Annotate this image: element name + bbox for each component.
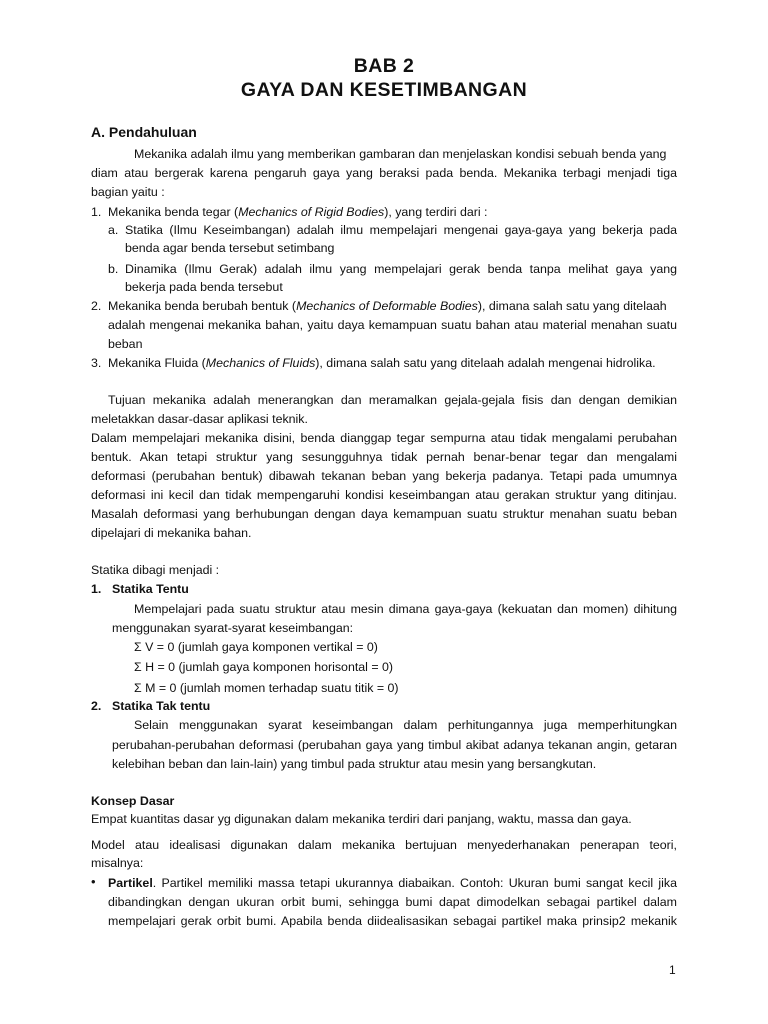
equation-sum-m: Σ M = 0 (jumlah momen terhadap suatu titik = 0) <box>134 681 399 695</box>
paragraph-dalam-line: deformasi ini kecil dan tidak mempengaruhi kondisi keseimbangan atau gerakan struktur yang ditinjau. <box>91 488 677 502</box>
statika-tak-tentu-text-cont: perubahan-perubahan deformasi (perubahan gaya yang timbul akibat adanya tekanan angin, getaran <box>112 738 677 752</box>
konsep-dasar-line: Empat kuantitas dasar yg digunakan dalam mekanika terdiri dari panjang, waktu, massa dan gaya. <box>91 812 632 826</box>
equation-sum-v: Σ V = 0 (jumlah gaya komponen vertikal = 0) <box>134 640 378 654</box>
list-number: 2. <box>91 299 102 313</box>
list-item-fluids: Mekanika Fluida (Mechanics of Fluids), dimana salah satu yang ditelaah adalah mengenai hidrolika. <box>108 356 656 370</box>
model-paragraph: Model atau idealisasi digunakan dalam mekanika bertujuan menyederhanakan penerapan teori, <box>91 838 677 852</box>
paragraph-dalam-line: Dalam mempelajari mekanika disini, benda dianggap tegar sempurna atau tidak mengalami perubahan <box>91 431 677 445</box>
list-item-rigid-bodies: Mekanika benda tegar (Mechanics of Rigid Bodies), yang terdiri dari : <box>108 205 488 219</box>
statika-tentu-text: Mempelajari pada suatu struktur atau mesin dimana gaya-gaya (kekuatan dan momen) dihitung <box>134 602 677 616</box>
paragraph-dalam-line: deformasi (perubahan bentuk) dibawah tekanan beban yang bekerja padanya. Tetapi pada umumnya <box>91 469 677 483</box>
sublist-label: b. <box>108 262 119 276</box>
intro-line: diam atau bergerak karena pengaruh gaya yang beraksi pada benda. Mekanika terbagi menjadi tiga <box>91 166 677 180</box>
statika-tak-tentu-text-cont: kelebihan beban dan lain-lain) yang timbul pada struktur atau mesin yang bersangkutan. <box>112 757 597 771</box>
statika-tak-tentu-heading: Statika Tak tentu <box>112 699 211 713</box>
statika-tentu-text-cont: menggunakan syarat-syarat keseimbangan: <box>112 621 354 635</box>
paragraph-dalam-line: Masalah deformasi yang berhubungan dengan daya kemampuan suatu struktur menahan suatu beban <box>91 507 677 521</box>
equation-sum-h: Σ H = 0 (jumlah gaya komponen horisontal = 0) <box>134 660 394 674</box>
page-number: 1 <box>669 963 676 977</box>
bullet-icon: • <box>91 874 96 889</box>
statika-tak-tentu-text: Selain menggunakan syarat keseimbangan dalam perhitungannya juga memperhitungkan <box>134 718 677 732</box>
paragraph-tujuan: Tujuan mekanika adalah menerangkan dan meramalkan gejala-gejala fisis dan dengan demikian <box>108 393 677 407</box>
sublist-item-statika-cont: benda agar benda tersebut setimbang <box>125 241 335 255</box>
sublist-label: a. <box>108 223 119 237</box>
paragraph-dalam-line: bentuk. Akan tetapi struktur yang sesungguhnya tidak pernah benar-benar tegar dan mengalami <box>91 450 677 464</box>
list-item-deformable-cont: beban <box>108 337 143 351</box>
model-paragraph-cont: misalnya: <box>91 856 144 870</box>
list-number: 3. <box>91 356 102 370</box>
sublist-item-statika: Statika (Ilmu Keseimbangan) adalah ilmu mempelajari mengenai gaya-gaya yang bekerja pada <box>125 223 677 237</box>
list-number: 1. <box>91 205 102 219</box>
sublist-item-dinamika-cont: bekerja pada benda tersebut <box>125 280 283 294</box>
partikel-item-cont: mempelajari gerak orbit bumi. Apabila benda diidealisasikan sebagai partikel maka prinsip2 mekanik <box>108 914 677 928</box>
list-item-deformable-bodies: Mekanika benda berubah bentuk (Mechanics of Deformable Bodies), dimana salah satu yang ditelaah <box>108 299 667 313</box>
partikel-item-cont: dibandingkan dengan ukuran orbit bumi, sehingga bumi dapat dimodelkan sebagai partikel dalam <box>108 895 677 909</box>
intro-line: bagian yaitu : <box>91 185 165 199</box>
paragraph-tujuan-cont: meletakkan dasar-dasar aplikasi teknik. <box>91 412 308 426</box>
chapter-title: GAYA DAN KESETIMBANGAN <box>240 79 528 101</box>
section-heading-pendahuluan: A. Pendahuluan <box>91 124 197 140</box>
partikel-item: Partikel. Partikel memiliki massa tetapi ukurannya diabaikan. Contoh: Ukuran bumi sangat kecil jika <box>108 876 677 890</box>
statika-intro: Statika dibagi menjadi : <box>91 563 220 577</box>
chapter-number: BAB 2 <box>353 55 415 77</box>
list-item-deformable-cont: adalah mengenai mekanika bahan, yaitu daya kemampuan suatu bahan atau material menahan suatu <box>108 318 677 332</box>
statika-tentu-heading: Statika Tentu <box>112 582 189 596</box>
list-number: 2. <box>91 699 102 713</box>
paragraph-dalam-line: dipelajari di mekanika bahan. <box>91 526 252 540</box>
konsep-dasar-heading: Konsep Dasar <box>91 794 175 808</box>
list-number: 1. <box>91 582 102 596</box>
intro-line: Mekanika adalah ilmu yang memberikan gambaran dan menjelaskan kondisi sebuah benda yang <box>134 147 667 161</box>
sublist-item-dinamika: Dinamika (Ilmu Gerak) adalah ilmu yang mempelajari gerak benda tanpa melihat gaya yang <box>125 262 677 276</box>
